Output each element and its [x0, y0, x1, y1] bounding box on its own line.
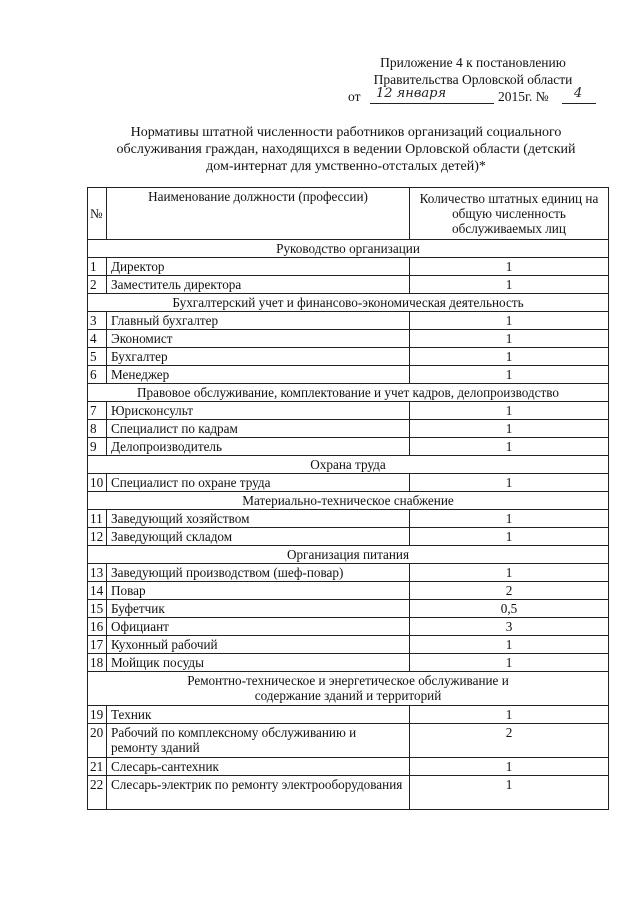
staffing-table	[87, 187, 609, 810]
appendix-line-1: Приложение 4 к постановлению	[380, 55, 566, 70]
row-number: 4	[88, 330, 107, 348]
row-position: Менеджер	[107, 366, 410, 384]
section-title: Материально-техническое снабжение	[88, 492, 609, 510]
row-quantity: 1	[410, 330, 609, 348]
row-position: Заведующий хозяйством	[107, 510, 410, 528]
year-number-label: 2015г. №	[498, 89, 549, 104]
table-row	[88, 312, 609, 330]
row-quantity: 1	[410, 258, 609, 276]
row-position: Директор	[107, 258, 410, 276]
order-line	[348, 88, 598, 106]
row-position: Официант	[107, 618, 410, 636]
row-number: 10	[88, 474, 107, 492]
row-number: 7	[88, 402, 107, 420]
table-row	[88, 776, 609, 810]
row-quantity: 1	[410, 776, 609, 810]
row-number: 21	[88, 758, 107, 776]
row-position: Заместитель директора	[107, 276, 410, 294]
row-number: 22	[88, 776, 107, 810]
section-row	[88, 672, 609, 706]
table-row	[88, 510, 609, 528]
title-line-1: Нормативы штатной численности работников организаций социального	[130, 125, 562, 140]
row-number: 6	[88, 366, 107, 384]
section-title: Охрана труда	[88, 456, 609, 474]
row-position: Техник	[107, 706, 410, 724]
row-quantity: 1	[410, 636, 609, 654]
row-quantity: 1	[410, 528, 609, 546]
date-underline	[370, 103, 494, 104]
table-row	[88, 636, 609, 654]
row-number: 12	[88, 528, 107, 546]
table-row	[88, 330, 609, 348]
title-line-3: дом-интернат для умственно-отсталых детей)*	[206, 159, 486, 174]
row-number: 3	[88, 312, 107, 330]
table-row	[88, 706, 609, 724]
row-quantity: 2	[410, 582, 609, 600]
row-number: 16	[88, 618, 107, 636]
row-position: Бухгалтер	[107, 348, 410, 366]
table-row	[88, 582, 609, 600]
handwritten-date: 12 января	[376, 86, 447, 101]
from-label: от	[348, 89, 361, 104]
table-row	[88, 654, 609, 672]
table-row	[88, 420, 609, 438]
table-row	[88, 276, 609, 294]
section-row	[88, 294, 609, 312]
section-row	[88, 546, 609, 564]
table-row	[88, 618, 609, 636]
title-line-2: обслуживания граждан, находящихся в ведении Орловской области (детский	[116, 142, 576, 157]
section-title: Ремонтно-техническое и энергетическое обслуживание и содержание зданий и территорий	[88, 672, 609, 706]
row-number: 19	[88, 706, 107, 724]
row-number: 9	[88, 438, 107, 456]
appendix-line-2: Правительства Орловской области	[373, 72, 573, 87]
section-title: Организация питания	[88, 546, 609, 564]
table-row	[88, 366, 609, 384]
number-underline	[562, 103, 596, 104]
section-row	[88, 240, 609, 258]
row-quantity: 3	[410, 618, 609, 636]
table-row	[88, 724, 609, 758]
row-number: 11	[88, 510, 107, 528]
row-position: Заведующий производством (шеф-повар)	[107, 564, 410, 582]
table-row	[88, 528, 609, 546]
row-quantity: 1	[410, 758, 609, 776]
table-header-row	[88, 188, 609, 240]
row-number: 2	[88, 276, 107, 294]
section-title: Бухгалтерский учет и финансово-экономическая деятельность	[88, 294, 609, 312]
section-title: Руководство организации	[88, 240, 609, 258]
row-number: 14	[88, 582, 107, 600]
row-position: Юрисконсульт	[107, 402, 410, 420]
table-row	[88, 402, 609, 420]
row-quantity: 1	[410, 438, 609, 456]
row-quantity: 2	[410, 724, 609, 758]
row-quantity: 1	[410, 510, 609, 528]
row-quantity: 1	[410, 420, 609, 438]
row-quantity: 1	[410, 276, 609, 294]
row-position: Буфетчик	[107, 600, 410, 618]
row-quantity: 0,5	[410, 600, 609, 618]
row-number: 15	[88, 600, 107, 618]
row-position: Слесарь-электрик по ремонту электрооборудования	[107, 776, 410, 810]
row-number: 5	[88, 348, 107, 366]
row-position: Мойщик посуды	[107, 654, 410, 672]
row-quantity: 1	[410, 706, 609, 724]
section-row	[88, 492, 609, 510]
section-title: Правовое обслуживание, комплектование и учет кадров, делопроизводство	[88, 384, 609, 402]
row-number: 1	[88, 258, 107, 276]
row-quantity: 1	[410, 474, 609, 492]
table-row	[88, 438, 609, 456]
document-title	[96, 124, 596, 175]
row-number: 8	[88, 420, 107, 438]
row-position: Делопроизводитель	[107, 438, 410, 456]
table-row	[88, 258, 609, 276]
row-number: 20	[88, 724, 107, 758]
header-num: №	[88, 188, 107, 240]
row-position: Специалист по кадрам	[107, 420, 410, 438]
row-position: Повар	[107, 582, 410, 600]
row-position: Кухонный рабочий	[107, 636, 410, 654]
table-row	[88, 600, 609, 618]
table-row	[88, 474, 609, 492]
handwritten-number: 4	[574, 86, 583, 101]
row-quantity: 1	[410, 348, 609, 366]
header-position: Наименование должности (профессии)	[107, 188, 410, 240]
table-row	[88, 564, 609, 582]
section-row	[88, 384, 609, 402]
row-position: Заведующий складом	[107, 528, 410, 546]
table-row	[88, 348, 609, 366]
row-position: Экономист	[107, 330, 410, 348]
row-quantity: 1	[410, 402, 609, 420]
header-qty: Количество штатных единиц на общую численность обслуживаемых лиц	[410, 188, 609, 240]
appendix-header	[348, 54, 598, 106]
row-position: Рабочий по комплексному обслуживанию и ремонту зданий	[107, 724, 410, 758]
row-number: 18	[88, 654, 107, 672]
row-number: 13	[88, 564, 107, 582]
section-row	[88, 456, 609, 474]
row-quantity: 1	[410, 366, 609, 384]
table-row	[88, 758, 609, 776]
row-position: Главный бухгалтер	[107, 312, 410, 330]
row-quantity: 1	[410, 312, 609, 330]
row-number: 17	[88, 636, 107, 654]
row-position: Специалист по охране труда	[107, 474, 410, 492]
table-body	[88, 240, 609, 810]
row-quantity: 1	[410, 564, 609, 582]
row-position: Слесарь-сантехник	[107, 758, 410, 776]
row-quantity: 1	[410, 654, 609, 672]
